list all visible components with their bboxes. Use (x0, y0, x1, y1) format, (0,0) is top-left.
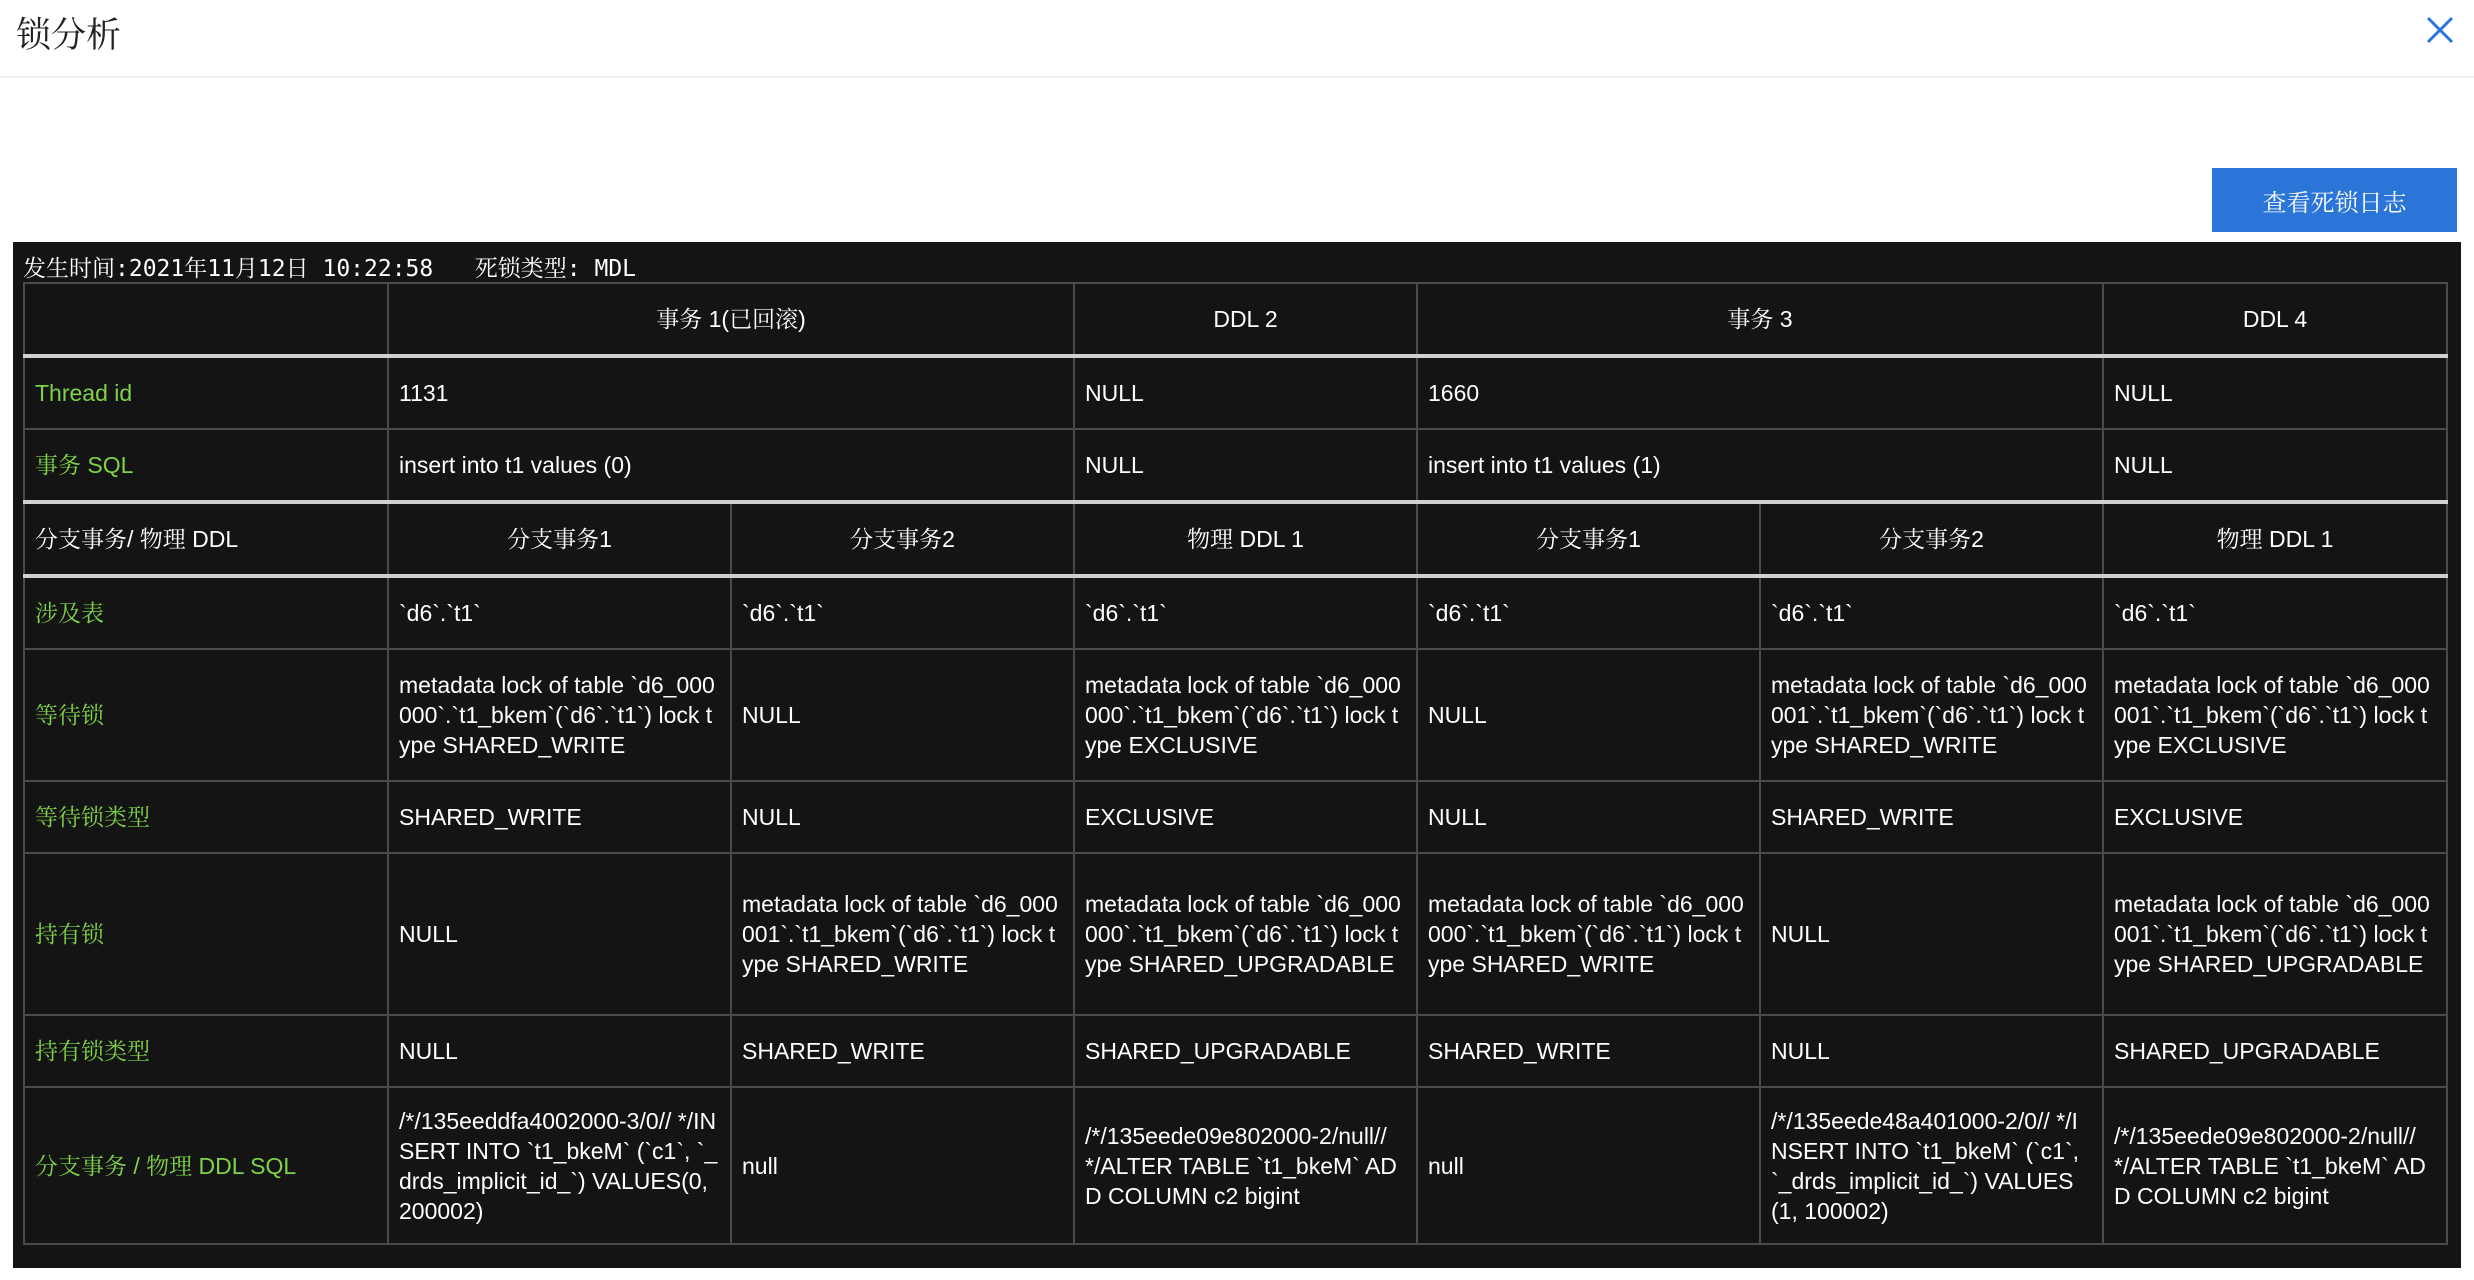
table-row (24, 429, 2447, 502)
table-cell: NULL (731, 649, 1074, 781)
table-row (24, 356, 2447, 429)
table-cell: null (731, 1087, 1074, 1244)
table-cell: NULL (731, 781, 1074, 853)
table-row (24, 1015, 2447, 1087)
table-cell: metadata lock of table `d6_000000`.`t1_bkem`(`d6`.`t1`) lock type EXCLUSIVE (1074, 649, 1417, 781)
branch-header-row (24, 502, 2447, 576)
table-cell: NULL (1417, 649, 1760, 781)
row-label: 等待锁类型 (24, 781, 388, 853)
table-cell: metadata lock of table `d6_000001`.`t1_bkem`(`d6`.`t1`) lock type EXCLUSIVE (2103, 649, 2447, 781)
row-label: 等待锁 (24, 649, 388, 781)
table-cell: NULL (1760, 1015, 2103, 1087)
table-row (24, 576, 2447, 649)
table-cell: NULL (1760, 853, 2103, 1015)
table-cell: `d6`.`t1` (2103, 576, 2447, 649)
close-icon[interactable] (2422, 12, 2458, 48)
table-cell: NULL (388, 1015, 731, 1087)
view-deadlock-log-button[interactable]: 查看死锁日志 (2212, 168, 2457, 232)
table-cell: insert into t1 values (0) (388, 429, 1074, 502)
row-label: 事务 SQL (24, 429, 388, 502)
table-cell: EXCLUSIVE (2103, 781, 2447, 853)
table-cell: metadata lock of table `d6_000000`.`t1_bkem`(`d6`.`t1`) lock type SHARED_WRITE (1417, 853, 1760, 1015)
transaction-header-row (24, 283, 2447, 356)
table-cell: NULL (388, 853, 731, 1015)
column-header: 事务 1(已回滚) (388, 283, 1074, 356)
dialog-title: 锁分析 (16, 16, 122, 55)
table-row (24, 1087, 2447, 1244)
table-cell: /*/135eeddfa4002000-3/0// */INSERT INTO `t1_bkeM` (`c1`, `_drds_implicit_id_`) VALUES(0, 200002) (388, 1087, 731, 1244)
table-row (24, 853, 2447, 1015)
table-cell: /*/135eede09e802000-2/null// */ALTER TABLE `t1_bkeM` ADD COLUMN c2 bigint (1074, 1087, 1417, 1244)
table-cell: SHARED_WRITE (1760, 781, 2103, 853)
table-cell: /*/135eede48a401000-2/0// */INSERT INTO `t1_bkeM` (`c1`, `_drds_implicit_id_`) VALUES(1, 100002) (1760, 1087, 2103, 1244)
row-label: 分支事务 / 物理 DDL SQL (24, 1087, 388, 1244)
column-header: 物理 DDL 1 (2103, 502, 2447, 576)
dialog-header (0, 0, 2474, 78)
table-cell: metadata lock of table `d6_000000`.`t1_bkem`(`d6`.`t1`) lock type SHARED_UPGRADABLE (1074, 853, 1417, 1015)
table-row (24, 649, 2447, 781)
table-cell: `d6`.`t1` (388, 576, 731, 649)
column-header: 事务 3 (1417, 283, 2103, 356)
table-cell: metadata lock of table `d6_000000`.`t1_bkem`(`d6`.`t1`) lock type SHARED_WRITE (388, 649, 731, 781)
corner-cell (24, 283, 388, 356)
table-cell: `d6`.`t1` (1760, 576, 2103, 649)
row-label: 分支事务/ 物理 DDL (24, 502, 388, 576)
table-cell: `d6`.`t1` (1417, 576, 1760, 649)
row-label: Thread id (24, 356, 388, 429)
table-cell: SHARED_UPGRADABLE (1074, 1015, 1417, 1087)
table-cell: insert into t1 values (1) (1417, 429, 2103, 502)
table-cell: metadata lock of table `d6_000001`.`t1_bkem`(`d6`.`t1`) lock type SHARED_WRITE (731, 853, 1074, 1015)
column-header: 分支事务1 (1417, 502, 1760, 576)
lock-analysis-table (23, 282, 2448, 1245)
table-cell: SHARED_WRITE (388, 781, 731, 853)
table-cell: NULL (2103, 356, 2447, 429)
column-header: 分支事务2 (731, 502, 1074, 576)
table-cell: SHARED_WRITE (731, 1015, 1074, 1087)
table-cell: /*/135eede09e802000-2/null// */ALTER TABLE `t1_bkeM` ADD COLUMN c2 bigint (2103, 1087, 2447, 1244)
table-cell: NULL (1074, 429, 1417, 502)
row-label: 涉及表 (24, 576, 388, 649)
table-cell: metadata lock of table `d6_000001`.`t1_bkem`(`d6`.`t1`) lock type SHARED_WRITE (1760, 649, 2103, 781)
deadlock-summary: 发生时间:2021年11月12日 10:22:58 死锁类型: MDL (23, 256, 637, 282)
column-header: 分支事务2 (1760, 502, 2103, 576)
table-cell: NULL (2103, 429, 2447, 502)
table-cell: metadata lock of table `d6_000001`.`t1_bkem`(`d6`.`t1`) lock type SHARED_UPGRADABLE (2103, 853, 2447, 1015)
column-header: DDL 2 (1074, 283, 1417, 356)
table-cell: NULL (1417, 781, 1760, 853)
table-cell: NULL (1074, 356, 1417, 429)
table-cell: `d6`.`t1` (731, 576, 1074, 649)
table-cell: null (1417, 1087, 1760, 1244)
row-label: 持有锁类型 (24, 1015, 388, 1087)
table-row (24, 781, 2447, 853)
table-cell: SHARED_UPGRADABLE (2103, 1015, 2447, 1087)
table-cell: SHARED_WRITE (1417, 1015, 1760, 1087)
column-header: DDL 4 (2103, 283, 2447, 356)
table-cell: EXCLUSIVE (1074, 781, 1417, 853)
column-header: 分支事务1 (388, 502, 731, 576)
table-cell: `d6`.`t1` (1074, 576, 1417, 649)
row-label: 持有锁 (24, 853, 388, 1015)
table-cell: 1131 (388, 356, 1074, 429)
table-cell: 1660 (1417, 356, 2103, 429)
column-header: 物理 DDL 1 (1074, 502, 1417, 576)
lock-analysis-panel (13, 242, 2461, 1268)
